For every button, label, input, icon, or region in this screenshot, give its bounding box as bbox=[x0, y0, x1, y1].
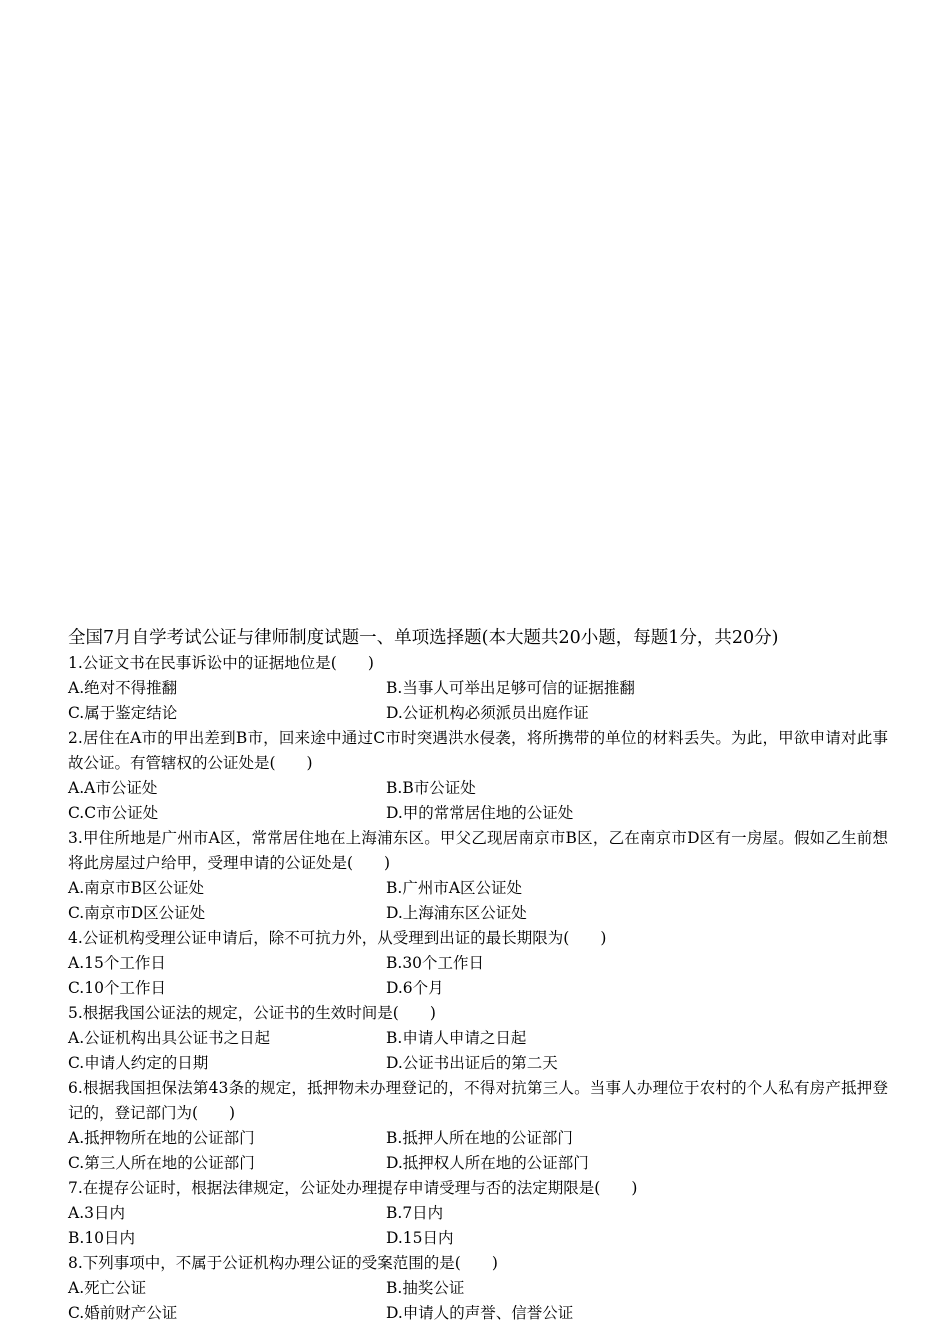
option-text: D.抵押权人所在地的公证部门 bbox=[386, 1154, 589, 1172]
option-text: C.10个工作日 bbox=[68, 979, 166, 997]
option-text: B.抽奖公证 bbox=[386, 1279, 465, 1297]
option-row bbox=[68, 876, 888, 901]
option-text: A.死亡公证 bbox=[68, 1279, 147, 1297]
option-text: B.7日内 bbox=[386, 1204, 444, 1222]
question-stem: 6.根据我国担保法第43条的规定，抵押物未办理登记的，不得对抗第三人。当事人办理位于农村的个人私有房产抵押登记的，登记部门为( ) bbox=[68, 1079, 888, 1122]
question-item bbox=[68, 926, 888, 1001]
option-text: D.公证书出证后的第二天 bbox=[386, 1054, 558, 1072]
option-text: C.南京市D区公证处 bbox=[68, 904, 206, 922]
option-text: C.C市公证处 bbox=[68, 804, 159, 822]
question-stem: 4.公证机构受理公证申请后，除不可抗力外，从受理到出证的最长期限为( ) bbox=[68, 929, 607, 947]
question-item bbox=[68, 1251, 888, 1326]
option-text: D.甲的常常居住地的公证处 bbox=[386, 804, 574, 822]
question-item bbox=[68, 826, 888, 926]
option-row bbox=[68, 1026, 888, 1051]
option-text: B.抵押人所在地的公证部门 bbox=[386, 1129, 573, 1147]
option-row bbox=[68, 776, 888, 801]
option-text: A.3日内 bbox=[68, 1204, 125, 1222]
option-text: B.10日内 bbox=[68, 1229, 136, 1247]
option-row bbox=[68, 1276, 888, 1301]
option-text: A.公证机构出具公证书之日起 bbox=[68, 1029, 271, 1047]
question-list bbox=[68, 651, 888, 1326]
option-row bbox=[68, 1226, 888, 1251]
option-text: C.申请人约定的日期 bbox=[68, 1054, 209, 1072]
question-stem: 5.根据我国公证法的规定，公证书的生效时间是( ) bbox=[68, 1004, 436, 1022]
option-text: D.公证机构必须派员出庭作证 bbox=[386, 704, 589, 722]
option-row bbox=[68, 1051, 888, 1076]
option-text: B.30个工作日 bbox=[386, 954, 485, 972]
option-row bbox=[68, 676, 888, 701]
option-text: D.15日内 bbox=[386, 1229, 454, 1247]
option-text: C.第三人所在地的公证部门 bbox=[68, 1154, 255, 1172]
question-item bbox=[68, 651, 888, 726]
option-row bbox=[68, 901, 888, 926]
option-row bbox=[68, 701, 888, 726]
question-stem: 2.居住在A市的甲出差到B市，回来途中通过C市时突遇洪水侵袭，将所携带的单位的材料丢失。为此，甲欲申请对此事故公证。有管辖权的公证处是( ) bbox=[68, 729, 888, 772]
question-item bbox=[68, 726, 888, 826]
option-text: C.属于鉴定结论 bbox=[68, 704, 178, 722]
question-stem: 7.在提存公证时，根据法律规定，公证处办理提存申请受理与否的法定期限是( ) bbox=[68, 1179, 638, 1197]
question-stem: 8.下列事项中，不属于公证机构办理公证的受案范围的是( ) bbox=[68, 1254, 498, 1272]
question-stem: 1.公证文书在民事诉讼中的证据地位是( ) bbox=[68, 654, 374, 672]
option-text: A.15个工作日 bbox=[68, 954, 166, 972]
option-row bbox=[68, 1301, 888, 1326]
option-text: B.广州市A区公证处 bbox=[386, 879, 523, 897]
option-text: A.绝对不得推翻 bbox=[68, 679, 178, 697]
option-text: C.婚前财产公证 bbox=[68, 1304, 178, 1322]
option-text: D.申请人的声誉、信誉公证 bbox=[386, 1304, 574, 1322]
option-text: D.上海浦东区公证处 bbox=[386, 904, 527, 922]
option-row bbox=[68, 951, 888, 976]
option-row bbox=[68, 976, 888, 1001]
option-text: A.抵押物所在地的公证部门 bbox=[68, 1129, 255, 1147]
option-text: B.申请人申请之日起 bbox=[386, 1029, 527, 1047]
option-text: B.B市公证处 bbox=[386, 779, 476, 797]
document-body bbox=[68, 626, 888, 1326]
question-item bbox=[68, 1176, 888, 1251]
option-text: A.南京市B区公证处 bbox=[68, 879, 205, 897]
option-text: D.6个月 bbox=[386, 979, 444, 997]
document-title: 全国7月自学考试公证与律师制度试题一、单项选择题(本大题共20小题，每题1分，共20分) bbox=[68, 628, 779, 648]
option-row bbox=[68, 1151, 888, 1176]
option-row bbox=[68, 1126, 888, 1151]
option-row bbox=[68, 1201, 888, 1226]
option-text: B.当事人可举出足够可信的证据推翻 bbox=[386, 679, 635, 697]
option-text: A.A市公证处 bbox=[68, 779, 158, 797]
option-row bbox=[68, 801, 888, 826]
question-stem: 3.甲住所地是广州市A区，常常居住地在上海浦东区。甲父乙现居南京市B区，乙在南京市D区有一房屋。假如乙生前想将此房屋过户给甲，受理申请的公证处是( ) bbox=[68, 829, 888, 872]
question-item bbox=[68, 1076, 888, 1176]
question-item bbox=[68, 1001, 888, 1076]
